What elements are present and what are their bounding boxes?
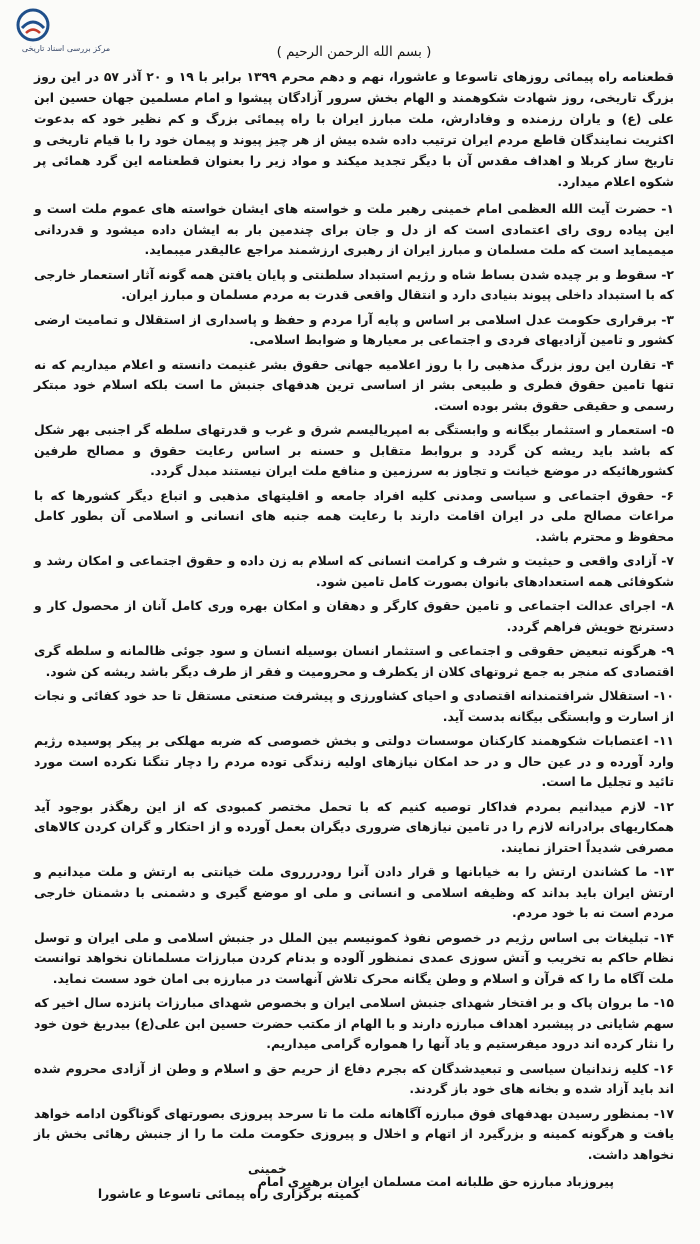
signature-block (0, 1162, 700, 1182)
closing-line: پیروزباد مبارزه حق طلبانه امت مسلمان ایران برهبری امام (257, 1174, 614, 1189)
archive-logo-icon (16, 8, 50, 42)
resolution-item-5: ۵- استعمار و استثمار بیگانه و وابستگی به امپریالیسم شرق و غرب و قدرتهای سلطه گر اجنبی بهر شکل که باشد باید ریشه کن گردد و بروابط متقابل و حسنه بر اساس رعایت حقوق و مصالح طرفین کشورهائیکه در موضع خیانت و تجاوز به سرزمین و منافع ملت ایران نیستند مبدل گردد. (34, 422, 674, 478)
intro-paragraph: قطعنامه راه پیمائی روزهای تاسوعا و عاشورا، نهم و دهم محرم ۱۳۹۹ برابر با ۱۹ و ۲۰ آذر ۵۷ در این روز بزرگ تاریخی، روز شهادت شکوهمند و الهام بخش سرور آزادگان پیشوا و امام مسلمین جهان حسین ابن علی (ع) و یاران رزمنده و وفادارش، ملت مبارز ایران با راه پیمائی بزرگ و کم نظیر خود که بدعوت اکثریت نمایندگان قاطع مردم ایران ترتیب داده شده بیش از هر چیز پیوند و پیمان خود را با قیام تاریخی و تاریخ ساز کربلا و اهداف مقدس آن با دیگر تجدید میکند و مواد زیر را بعنوان قطعنامه این گرد همائی پر شکوه اعلام میدارد. (34, 69, 674, 189)
resolution-item-13: ۱۳- ما کشاندن ارتش را به خیابانها و قرار دادن آنرا رودررروی ملت خیانتی به ارتش و ملت میدانیم و ارتش ایران باید بداند که وظیفه اسلامی و انسانی و ملی او موضع گیری و دشمنی با دشمنان خارجی مردم است نه با خود مردم. (34, 864, 674, 920)
resolution-item-1: ۱- حضرت آیت الله العظمی امام خمینی رهبر ملت و خواسته های ایشان خواسته های عموم ملت است و این پیاده روی رای اعتمادی است که از دل و جان برای چندمین بار به ایشان داده میشود و قدردانی میمیماید است که ملت مسلمان و مبارز ایران از رهبری ارزشمند مراجع عالیقدر میبماید. (34, 201, 674, 257)
resolution-item-14: ۱۴- تبلیغات بی اساس رژیم در خصوص نفوذ کمونیسم بین الملل در جنبش اسلامی و ملی ایران و توسل نظام حاکم به تخریب و آتش سوزی عمدی نمنظور آلوده و بدنام کردن مبارزات مسلمانان نخواهد توانست ملت آگاه ما را که قرآن و اسلام و وطن یگانه محرک تلاش آنهاست در مبارزه بی امان خود سست نماید. (34, 929, 674, 986)
resolution-item-6: ۶- حقوق اجتماعی و سیاسی ومدنی کلیه افراد جامعه و اقلیتهای مذهبی و اتباع دیگر کشورها که با مراعات مصالح ملی در ایران اقامت دارند با رعایت همه جنبه های انسانی و اسلامی آن بطور کامل محفوظ و محترم باشد. (34, 487, 674, 544)
resolution-item-9: ۹- هرگونه تبعیض حقوقی و اجتماعی و استثمار انسان بوسیله انسان و سود جوئی ظالمانه و سلطه گری اقتصادی که منجر به جمع ثروتهای کلان از یکطرف و محرومیت و فقر از طرف دیگر باشد ریشه کن شود. (34, 643, 674, 679)
archive-logo-caption: مرکز بررسی اسناد تاریخی (21, 44, 111, 53)
signature-name: خمینی (248, 1162, 287, 1176)
resolution-item-3: ۳- برقراری حکومت عدل اسلامی بر اساس و پایه آرا مردم و حفظ و پاسداری از استقلال و تمامیت ارضی کشور و تامین آزادیهای فردی و اجتماعی بر معیارها و ضوابط اسلامی. (34, 311, 674, 347)
document-body (34, 42, 674, 1192)
resolution-item-2: ۲- سقوط و بر چیده شدن بساط شاه و رژیم استبداد سلطنتی و پایان یافتن همه گونه آثار استعمار خارجی که با استبداد داخلی پیوند بنیادی دارد و انتقال واقعی قدرت به مردم مسلمان و مبارز ایران. (34, 266, 674, 302)
resolution-item-10: ۱۰- استقلال شرافتمندانه اقتصادی و احیای کشاورزی و پیشرفت صنعتی مستقل تا حد خود کفائی و نجات از اسارت و وابستگی بیگانه بدست آید. (34, 688, 674, 724)
resolution-item-4: ۴- تقارن این روز بزرگ مذهبی را با روز اعلامیه جهانی حقوق بشر غنیمت دانسته و اعلام میداریم که نه تنها تامین حقوق فطری و طبیعی بشر از اساسی ترین هدفهای جنبش ما است بلکه اسلام خود مبتکر رسمی و حقیقی حقوق بشر بوده است. (34, 356, 674, 413)
committee-name: کمیته برگزاری راه پیمائی تاسوعا و عاشورا (97, 1186, 360, 1201)
resolution-item-15: ۱۵- ما بروان پاک و بر افتخار شهدای جنبش اسلامی ایران و بخصوص شهدای مبارزات پانزده سال اخیر که سهم شایانی در پیشبرد اهداف مبارزه دارند و با الهام از مکتب حضرت حسین ابن علی(ع) بیدریغ خون خود را نثار کرده اند درود میفرستیم و یاد آنها را همواره گرامی میداریم. (34, 995, 674, 1051)
resolution-item-11: ۱۱- اعتصابات شکوهمند کارکنان موسسات دولتی و بخش خصوصی که ضربه مهلکی بر پیکر پوسیده رژیم وارد آورده و در عین حال و در حد امکان نیازهای اولیه زندگی توده مردم را دچار تنگنا نکرده است مورد تائید و تجلیل ما است. (34, 733, 674, 789)
resolution-item-16: ۱۶- کلیه زندانیان سیاسی و تبعیدشدگان که بجرم دفاع از حریم حق و اسلام و وطن از آزادی محروم شده اند باید آزاد شده و بخانه های خود باز گردند. (34, 1060, 674, 1096)
resolution-item-12: ۱۲- لازم میدانیم بمردم فداکار توصیه کنیم که با تحمل مختصر کمبودی که از این رهگذر بوجود آید همکاریهای برادرانه لازم را در تامین نیازهای ضروری دیگران بعمل آورده و از احتکار و گران کردن کالاهای مصرفی شدیداً احتراز نمایند. (34, 798, 674, 855)
resolution-item-8: ۸- اجرای عدالت اجتماعی و تامین حقوق کارگر و دهقان و امکان بهره وری کامل آنان از محصول کار و دسترنج خویش فراهم گردد. (34, 598, 674, 634)
resolution-item-7: ۷- آزادی واقعی و حیثیت و شرف و کرامت انسانی که اسلام به زن داده و حقوق اجتماعی و امکان رشد و شکوفائی همه استعدادهای بانوان بصورت کامل تامین شود. (34, 553, 674, 589)
basmala-heading: ( بسم الله الرحمن الرحیم ) (276, 44, 432, 60)
resolution-item-17: ۱۷- بمنظور رسیدن بهدفهای فوق مبارزه آگاهانه ملت ما تا سرحد پیروزی بصورتهای گوناگون ادامه خواهد یافت و هرگونه کمینه و بزرگیرد از اتهام و اخلال و پیروزی حکومت ملت ما را از جنبش رهائی بخش باز نخواهد داشت. (34, 1105, 674, 1162)
